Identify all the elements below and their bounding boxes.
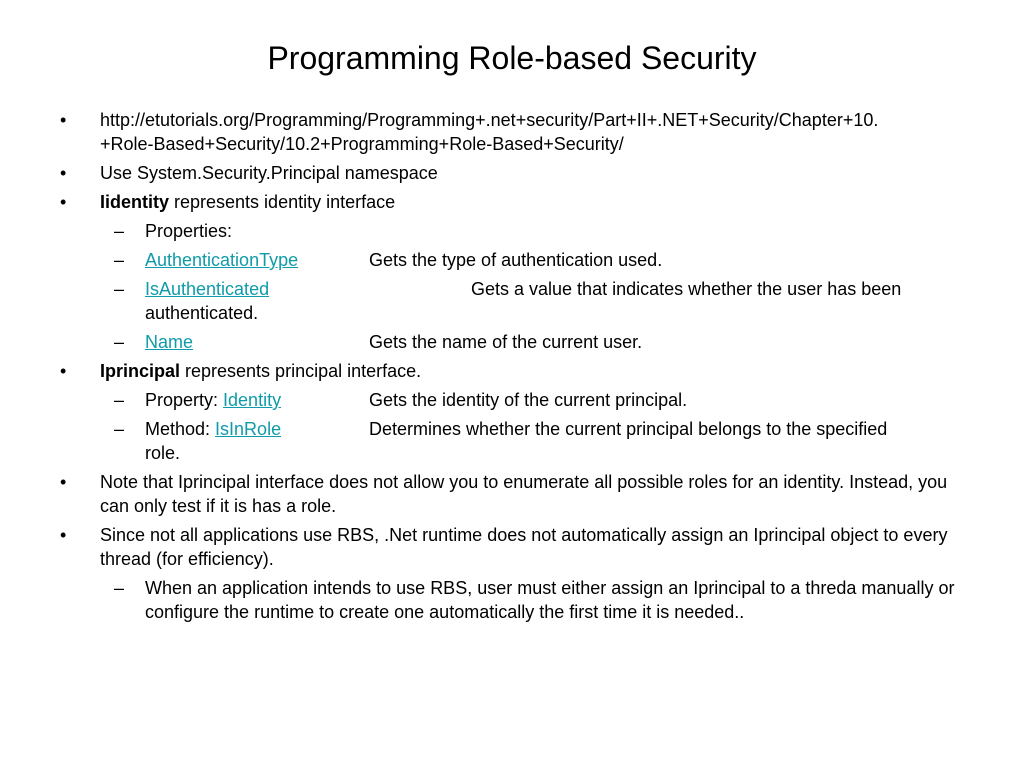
is-authenticated-link[interactable]: IsAuthenticated [145,279,270,299]
property-prefix: Property: [145,390,224,410]
list-item-rbs [0,523,1024,571]
sub-item-authentication-type [0,248,1024,272]
dash-marker: – [114,279,125,299]
iprincipal-text [100,359,970,383]
slide-content [0,108,1024,629]
isinrole-link[interactable]: IsInRole [215,419,282,439]
dash-marker: – [114,578,125,598]
sub-item-isinrole [0,417,1024,465]
list-item-iidentity [0,190,1024,214]
properties-label: Properties: [145,221,233,241]
name-link[interactable]: Name [145,332,194,352]
identity-link[interactable]: Identity [223,390,282,410]
rbs-usage-text: When an application intends to use RBS, user must either assign an Iprincipal to a threda manually or configure the runtime to create one automatically the first time it is needed.. [145,578,955,622]
bullet-marker: • [60,525,67,545]
rbs-text: Since not all applications use RBS, .Net runtime does not automatically assign an Iprincipal object to every thread (for efficiency). [100,525,948,569]
dash-marker: – [114,221,125,241]
method-prefix: Method: [145,419,216,439]
dash-marker: – [114,390,125,410]
bullet-marker: • [60,192,67,212]
url-text[interactable] [100,108,970,156]
authentication-type-description: Gets the type of authentication used. [369,250,663,270]
sub-item-rbs-usage [0,576,1024,624]
sub-item-name [0,330,1024,354]
bullet-marker: • [60,163,67,183]
isinrole-description: Determines whether the current principal belongs to the specified [369,419,888,439]
isinrole-description-cont: role. [145,443,181,463]
dash-marker: – [114,332,125,352]
is-authenticated-description: Gets a value that indicates whether the user has been [471,279,902,299]
authentication-type-link[interactable]: AuthenticationType [145,250,299,270]
namespace-text: Use System.Security.Principal namespace [100,163,438,183]
iidentity-description: represents identity interface [169,192,396,212]
identity-description: Gets the identity of the current principal. [369,390,688,410]
url-line-2: +Role-Based+Security/10.2+Programming+Role-Based+Security/ [100,134,624,154]
bullet-marker: • [60,472,67,492]
is-authenticated-description-cont: authenticated. [145,303,259,323]
slide-title: Programming Role-based Security [267,40,757,76]
name-description: Gets the name of the current user. [369,332,643,352]
list-item-note [0,470,1024,518]
iidentity-text [100,190,970,214]
sub-item-is-authenticated [0,277,1024,325]
sub-item-properties [0,219,1024,243]
bullet-marker: • [60,361,67,381]
dash-marker: – [114,419,125,439]
iprincipal-description: represents principal interface. [180,361,422,381]
note-text: Note that Iprincipal interface does not allow you to enumerate all possible roles for an identity. Instead, you can only test if it is has a role. [100,472,948,516]
url-line-1: http://etutorials.org/Programming/Programming+.net+security/Part+II+.NET+Security/Chapter+10. [100,110,879,130]
list-item-iprincipal [0,359,1024,383]
list-item-url [0,108,1024,156]
dash-marker: – [114,250,125,270]
list-item-namespace [0,161,1024,185]
sub-item-identity [0,388,1024,412]
iidentity-keyword: Iidentity [100,192,170,212]
iprincipal-keyword: Iprincipal [100,361,181,381]
bullet-marker: • [60,110,67,130]
